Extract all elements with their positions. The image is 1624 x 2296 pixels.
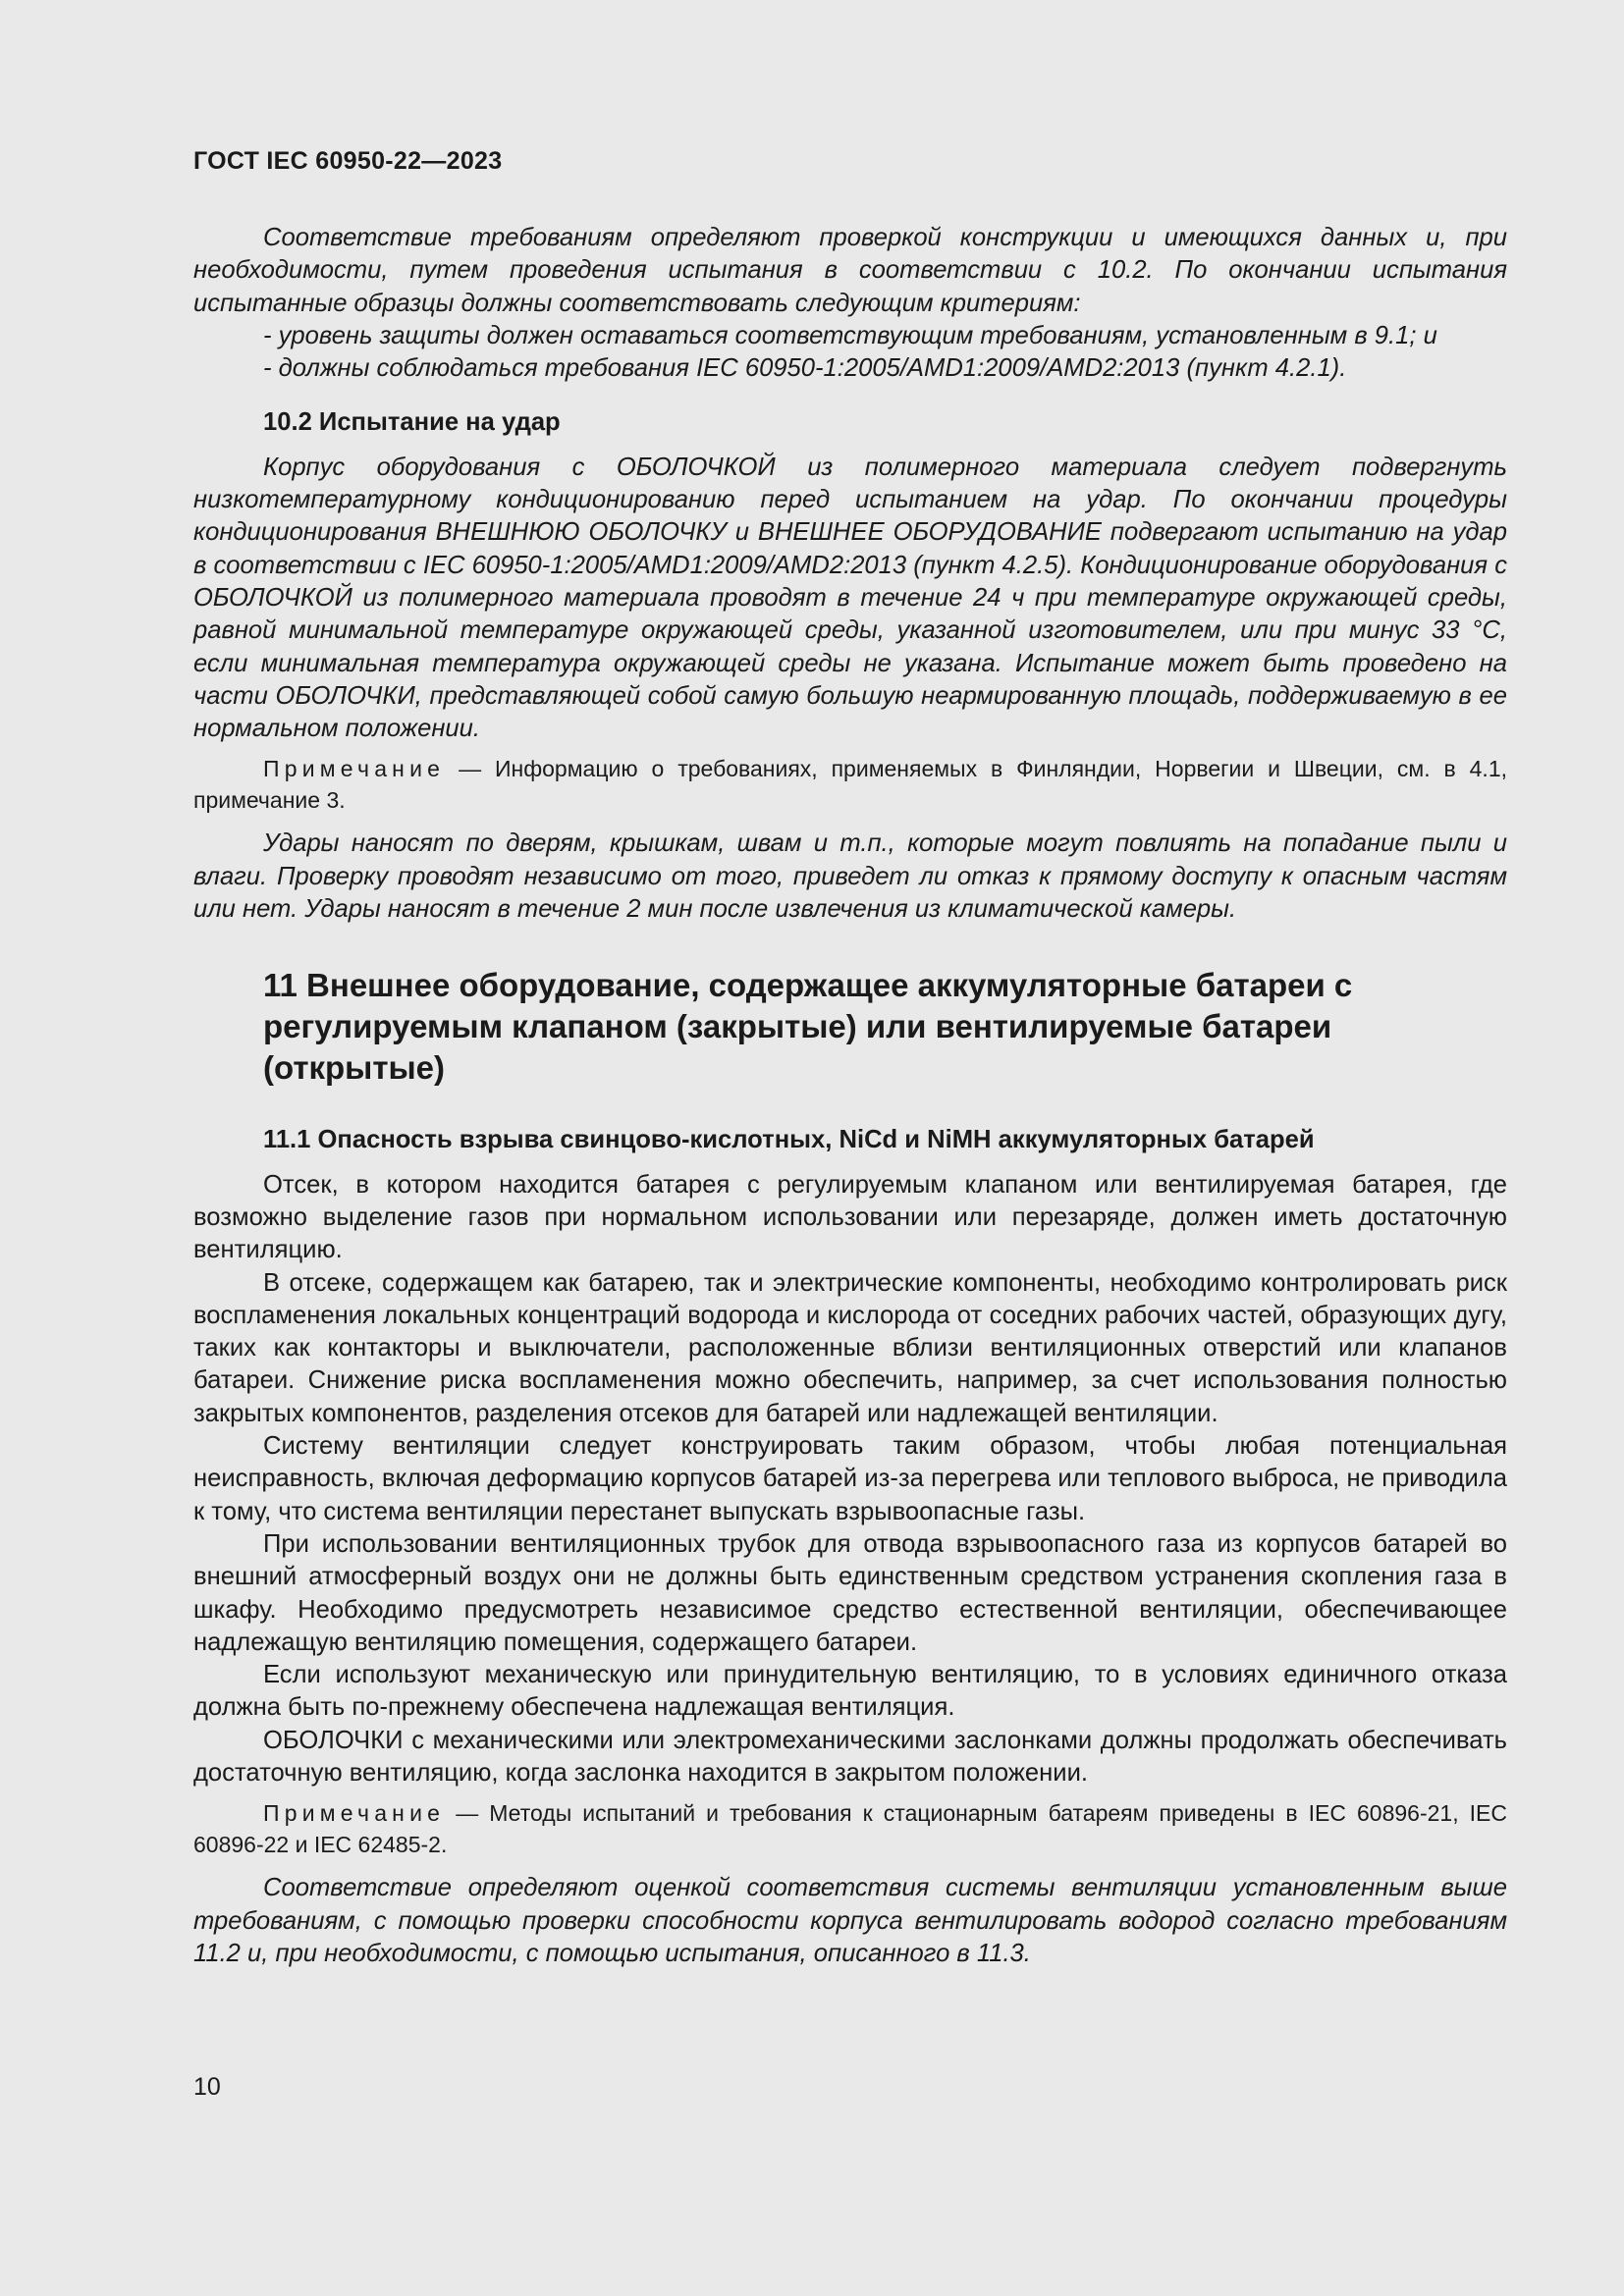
intro-compliance-paragraph: Соответствие требованиям определяют проверкой конструкции и имеющихся данных и, при необходимости, путем проведения испытания в соответствии с 10.2. По окончании испытания испытанные образцы должны соответствовать следующим критериям: xyxy=(193,224,1507,317)
section-11-1-paragraph-5: Если используют механическую или принудительную вентиляцию, то в условиях единичного отказа должна быть по-прежнему обеспечена надлежащая вентиляция. xyxy=(193,1661,1507,1722)
section-11-1-paragraph-3: Систему вентиляции следует конструировать таким образом, чтобы любая потенциальная неисправность, включая деформацию корпусов батарей из-за перегрева или теплового выброса, не приводила к тому, что система вентиляции перестанет выпускать взрывоопасные газы. xyxy=(193,1432,1507,1525)
criterion-item-1: - уровень защиты должен оставаться соответствующим требованиям, установленным в 9.1; и xyxy=(263,321,1437,349)
section-11-1-paragraph-2: В отсеке, содержащем как батарею, так и электрические компоненты, необходимо контролировать риск воспламенения локальных концентраций водорода и кислорода от соседних рабочих частей, образующих дугу, таких как контакторы и выключатели, расположенные вблизи вентиляционных отверстий или клапанов батареи. Снижение риска воспламенения можно обеспечить, например, за счет использования полностью закрытых компонентов, разделения отсеков для батарей или надлежащей вентиляции. xyxy=(193,1268,1507,1427)
note-label: Примечание xyxy=(263,756,446,782)
document-code-header: ГОСТ IEC 60950-22—2023 xyxy=(193,147,503,175)
note-label: Примечание xyxy=(263,1800,446,1827)
section-11-1-paragraph-6: ОБОЛОЧКИ с механическими или электромеханическими заслонками должны продолжать обеспечивать достаточную вентиляцию, когда заслонка находится в закрытом положении. xyxy=(193,1726,1507,1787)
section-11-1-compliance-paragraph: Соответствие определяют оценкой соответствия системы вентиляции установленным выше требованиям, с помощью проверки способности корпуса вентилировать водород согласно требованиям 11.2 и, при необходимости, с помощью испытания, описанного в 11.3. xyxy=(193,1874,1507,1967)
section-10-2-paragraph-1: Корпус оборудования с ОБОЛОЧКОЙ из полимерного материала следует подвергнуть низкотемпературному кондиционированию перед испытанием на удар. По окончании процедуры кондиционирования ВНЕШНЮЮ ОБОЛОЧКУ и ВНЕШНЕЕ ОБОРУДОВАНИЕ подвергают испытанию на удар в соответствии с IEC 60950-1:2005/AMD1:2009/AMD2:2013 (пункт 4.2.5). Кондиционирование оборудования с ОБОЛОЧКОЙ из полимерного материала проводят в течение 24 ч при температуре окружающей среды, равной минимальной температуре окружающей среды, указанной изготовителем, или при минус 33 °С, если минимальная температура окружающей среды не указана. Испытание может быть проведено на части ОБОЛОЧКИ, представляющей собой самую большую неармированную площадь, поддерживаемую в ее нормальном положении. xyxy=(193,453,1507,743)
page-number: 10 xyxy=(193,2073,221,2101)
section-10-2-title: 10.2 Испытание на удар xyxy=(263,408,561,437)
section-11-1-title: 11.1 Опасность взрыва свинцово-кислотных, NiCd и NiMH аккумуляторных батарей xyxy=(263,1126,1315,1154)
section-11-1-note xyxy=(193,1797,1507,1860)
note-text: — Методы испытаний и требования к стационарным батареям приведены в IEC 60896-21, IEC 60896-22 и IEC 62485-2. xyxy=(193,1800,1507,1858)
section-10-2-paragraph-2: Удары наносят по дверям, крышкам, швам и т.п., которые могут повлиять на попадание пыли и влаги. Проверку проводят независимо от того, приведет ли отказ к прямому доступу к опасным частям или нет. Удары наносят в течение 2 мин после извлечения из климатической камеры. xyxy=(193,829,1507,924)
section-10-2-note xyxy=(193,753,1507,816)
criterion-item-2: - должны соблюдаться требования IEC 60950-1:2005/AMD1:2009/AMD2:2013 (пункт 4.2.1). xyxy=(263,354,1347,383)
page-content xyxy=(193,222,1507,1970)
section-11-heading: 11 Внешнее оборудование, содержащее аккумуляторные батареи с регулируемым клапаном (закрытые) или вентилируемые батареи (открытые) xyxy=(263,967,1353,1087)
note-text: — Информацию о требованиях, применяемых в Финляндии, Норвегии и Швеции, см. в 4.1, примечание 3. xyxy=(193,756,1508,814)
section-11-1-paragraph-4: При использовании вентиляционных трубок для отвода взрывоопасного газа из корпусов батарей во внешний атмосферный воздух они не должны быть единственным средством устранения скопления газа в шкафу. Необходимо предусмотреть независимое средство естественной вентиляции, обеспечивающее надлежащую вентиляцию помещения, содержащего батареи. xyxy=(193,1529,1507,1656)
section-11-1-paragraph-1: Отсек, в котором находится батарея с регулируемым клапаном или вентилируемая батарея, где возможно выделение газов при нормальном использовании или перезаряде, должен иметь достаточную вентиляцию. xyxy=(193,1170,1507,1264)
section-11-1-body xyxy=(193,1169,1507,1790)
